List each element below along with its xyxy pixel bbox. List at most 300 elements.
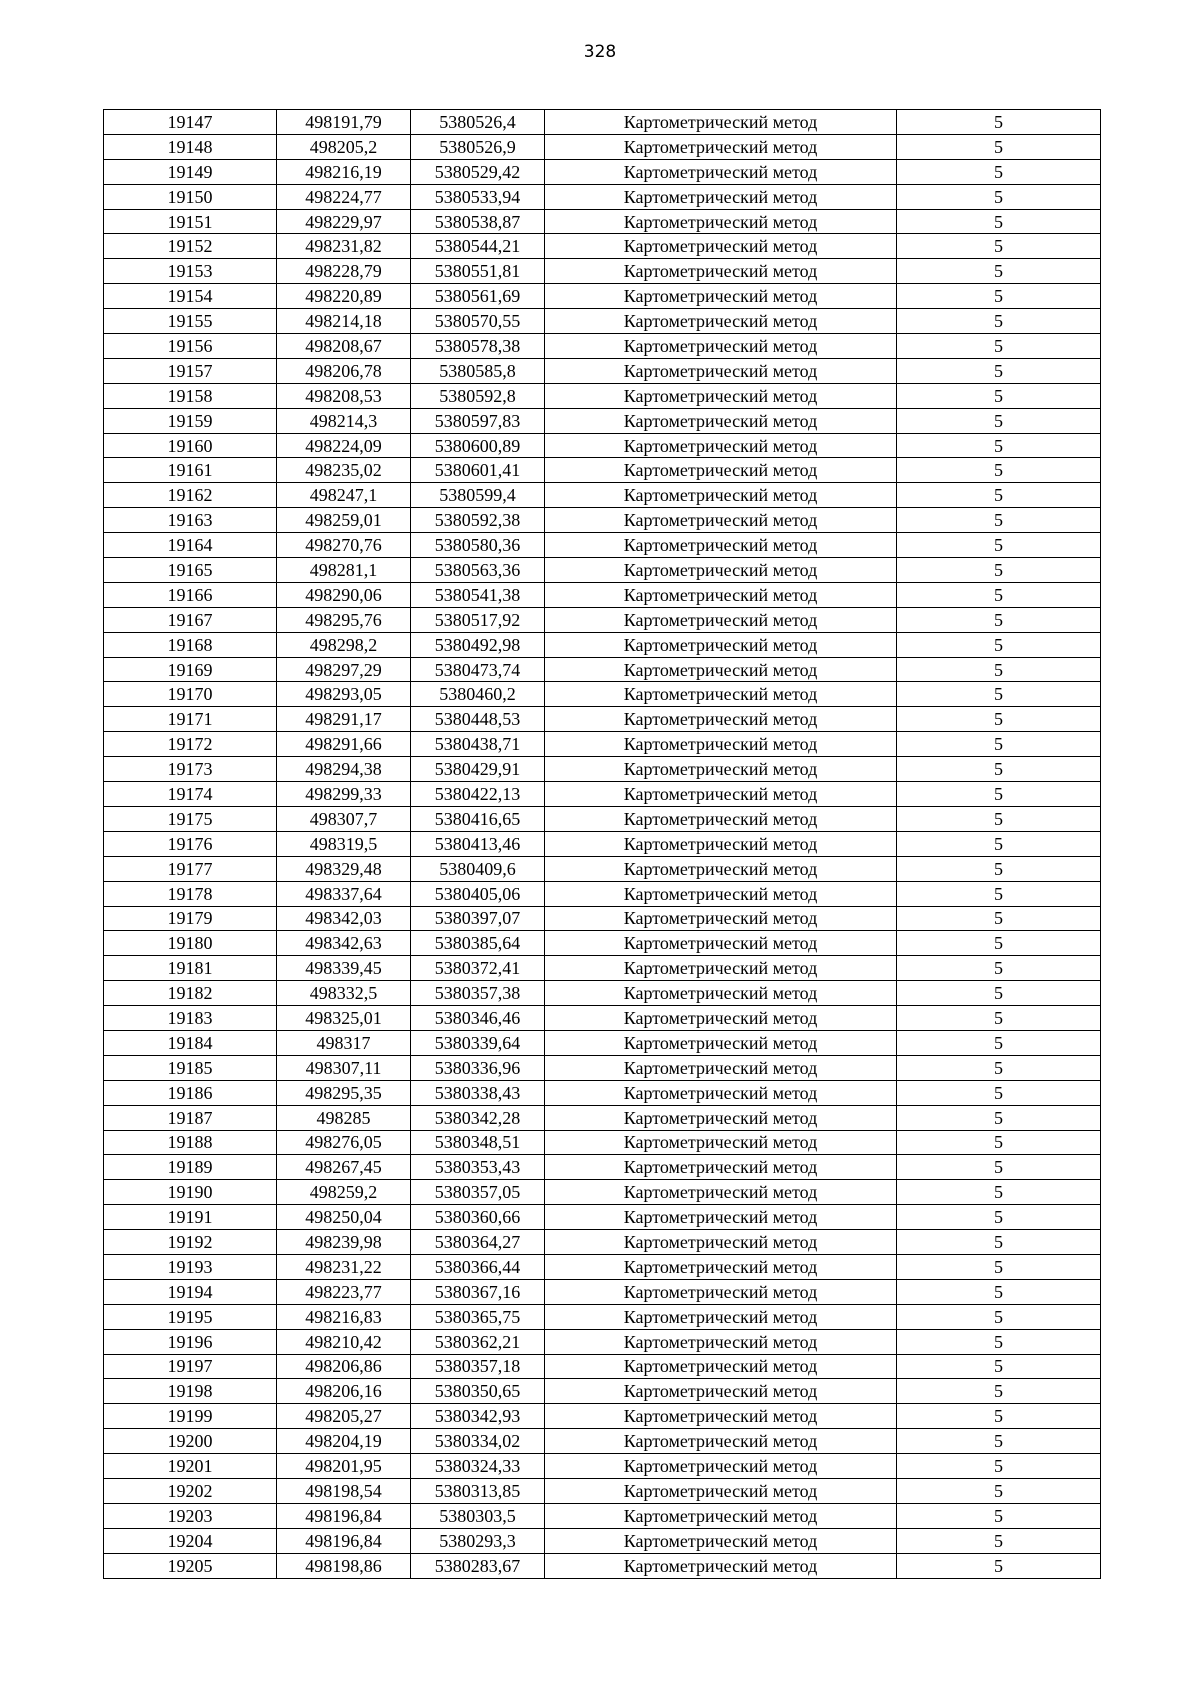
x-coordinate-cell: 498337,64 [277,881,411,906]
accuracy-cell: 5 [897,1105,1101,1130]
point-number-cell: 19171 [104,707,277,732]
y-coordinate-cell: 5380366,44 [411,1254,545,1279]
point-number-cell: 19199 [104,1404,277,1429]
method-cell: Картометрический метод [545,533,897,558]
point-number-cell: 19168 [104,632,277,657]
accuracy-cell: 5 [897,806,1101,831]
x-coordinate-cell: 498228,79 [277,259,411,284]
point-number-cell: 19197 [104,1354,277,1379]
y-coordinate-cell: 5380563,36 [411,558,545,583]
table-row [104,1553,1101,1578]
accuracy-cell: 5 [897,931,1101,956]
x-coordinate-cell: 498276,05 [277,1130,411,1155]
point-number-cell: 19163 [104,508,277,533]
table-row [104,209,1101,234]
y-coordinate-cell: 5380416,65 [411,806,545,831]
point-number-cell: 19198 [104,1379,277,1404]
point-number-cell: 19176 [104,831,277,856]
point-number-cell: 19158 [104,383,277,408]
table-row [104,558,1101,583]
x-coordinate-cell: 498205,2 [277,134,411,159]
method-cell: Картометрический метод [545,1404,897,1429]
y-coordinate-cell: 5380600,89 [411,433,545,458]
y-coordinate-cell: 5380338,43 [411,1080,545,1105]
accuracy-cell: 5 [897,284,1101,309]
table-row [104,906,1101,931]
y-coordinate-cell: 5380397,07 [411,906,545,931]
y-coordinate-cell: 5380283,67 [411,1553,545,1578]
x-coordinate-cell: 498259,01 [277,508,411,533]
accuracy-cell: 5 [897,234,1101,259]
table-row [104,1379,1101,1404]
x-coordinate-cell: 498224,77 [277,184,411,209]
x-coordinate-cell: 498214,3 [277,408,411,433]
x-coordinate-cell: 498198,86 [277,1553,411,1578]
page-number: 328 [583,42,617,62]
accuracy-cell: 5 [897,1254,1101,1279]
y-coordinate-cell: 5380336,96 [411,1055,545,1080]
table-row [104,1454,1101,1479]
x-coordinate-cell: 498229,97 [277,209,411,234]
table-row [104,383,1101,408]
y-coordinate-cell: 5380592,38 [411,508,545,533]
method-cell: Картометрический метод [545,881,897,906]
y-coordinate-cell: 5380357,05 [411,1180,545,1205]
accuracy-cell: 5 [897,408,1101,433]
point-number-cell: 19150 [104,184,277,209]
table-row [104,1130,1101,1155]
accuracy-cell: 5 [897,1130,1101,1155]
accuracy-cell: 5 [897,1080,1101,1105]
point-number-cell: 19183 [104,1006,277,1031]
x-coordinate-cell: 498291,17 [277,707,411,732]
accuracy-cell: 5 [897,657,1101,682]
x-coordinate-cell: 498196,84 [277,1528,411,1553]
table-row [104,1230,1101,1255]
x-coordinate-cell: 498196,84 [277,1503,411,1528]
table-row [104,159,1101,184]
accuracy-cell: 5 [897,1429,1101,1454]
method-cell: Картометрический метод [545,1130,897,1155]
table-row [104,806,1101,831]
y-coordinate-cell: 5380526,4 [411,110,545,135]
method-cell: Картометрический метод [545,1354,897,1379]
x-coordinate-cell: 498231,82 [277,234,411,259]
x-coordinate-cell: 498325,01 [277,1006,411,1031]
table-row [104,1304,1101,1329]
method-cell: Картометрический метод [545,981,897,1006]
accuracy-cell: 5 [897,1354,1101,1379]
x-coordinate-cell: 498281,1 [277,558,411,583]
accuracy-cell: 5 [897,134,1101,159]
table-row [104,284,1101,309]
point-number-cell: 19164 [104,533,277,558]
point-number-cell: 19172 [104,732,277,757]
method-cell: Картометрический метод [545,856,897,881]
accuracy-cell: 5 [897,1155,1101,1180]
method-cell: Картометрический метод [545,383,897,408]
y-coordinate-cell: 5380601,41 [411,458,545,483]
x-coordinate-cell: 498294,38 [277,757,411,782]
x-coordinate-cell: 498198,54 [277,1478,411,1503]
accuracy-cell: 5 [897,334,1101,359]
y-coordinate-cell: 5380313,85 [411,1478,545,1503]
point-number-cell: 19202 [104,1478,277,1503]
y-coordinate-cell: 5380429,91 [411,757,545,782]
method-cell: Картометрический метод [545,334,897,359]
y-coordinate-cell: 5380438,71 [411,732,545,757]
point-number-cell: 19170 [104,682,277,707]
method-cell: Картометрический метод [545,1528,897,1553]
method-cell: Картометрический метод [545,1304,897,1329]
method-cell: Картометрический метод [545,806,897,831]
y-coordinate-cell: 5380473,74 [411,657,545,682]
point-number-cell: 19152 [104,234,277,259]
point-number-cell: 19188 [104,1130,277,1155]
table-row [104,981,1101,1006]
x-coordinate-cell: 498210,42 [277,1329,411,1354]
table-row [104,483,1101,508]
method-cell: Картометрический метод [545,284,897,309]
accuracy-cell: 5 [897,881,1101,906]
method-cell: Картометрический метод [545,1030,897,1055]
accuracy-cell: 5 [897,209,1101,234]
table-row [104,1528,1101,1553]
table-row [104,134,1101,159]
y-coordinate-cell: 5380561,69 [411,284,545,309]
x-coordinate-cell: 498342,03 [277,906,411,931]
point-number-cell: 19173 [104,757,277,782]
x-coordinate-cell: 498206,16 [277,1379,411,1404]
point-number-cell: 19201 [104,1454,277,1479]
point-number-cell: 19160 [104,433,277,458]
accuracy-cell: 5 [897,1454,1101,1479]
method-cell: Картометрический метод [545,657,897,682]
accuracy-cell: 5 [897,1006,1101,1031]
table-row [104,657,1101,682]
table-row [104,1429,1101,1454]
x-coordinate-cell: 498259,2 [277,1180,411,1205]
point-number-cell: 19169 [104,657,277,682]
table-row [104,533,1101,558]
table-row [104,358,1101,383]
x-coordinate-cell: 498239,98 [277,1230,411,1255]
x-coordinate-cell: 498307,11 [277,1055,411,1080]
y-coordinate-cell: 5380324,33 [411,1454,545,1479]
accuracy-cell: 5 [897,632,1101,657]
table-row [104,1180,1101,1205]
table-row [104,582,1101,607]
table-row [104,782,1101,807]
y-coordinate-cell: 5380422,13 [411,782,545,807]
table-row [104,1279,1101,1304]
point-number-cell: 19186 [104,1080,277,1105]
y-coordinate-cell: 5380365,75 [411,1304,545,1329]
method-cell: Картометрический метод [545,1553,897,1578]
y-coordinate-cell: 5380357,18 [411,1354,545,1379]
x-coordinate-cell: 498270,76 [277,533,411,558]
y-coordinate-cell: 5380303,5 [411,1503,545,1528]
accuracy-cell: 5 [897,383,1101,408]
method-cell: Картометрический метод [545,1429,897,1454]
accuracy-cell: 5 [897,1055,1101,1080]
accuracy-cell: 5 [897,1404,1101,1429]
y-coordinate-cell: 5380367,16 [411,1279,545,1304]
method-cell: Картометрический метод [545,931,897,956]
y-coordinate-cell: 5380460,2 [411,682,545,707]
method-cell: Картометрический метод [545,782,897,807]
accuracy-cell: 5 [897,1279,1101,1304]
table-row [104,856,1101,881]
y-coordinate-cell: 5380492,98 [411,632,545,657]
method-cell: Картометрический метод [545,1329,897,1354]
x-coordinate-cell: 498223,77 [277,1279,411,1304]
x-coordinate-cell: 498220,89 [277,284,411,309]
x-coordinate-cell: 498291,66 [277,732,411,757]
accuracy-cell: 5 [897,1528,1101,1553]
table-row [104,707,1101,732]
point-number-cell: 19156 [104,334,277,359]
method-cell: Картометрический метод [545,1080,897,1105]
method-cell: Картометрический метод [545,483,897,508]
point-number-cell: 19200 [104,1429,277,1454]
point-number-cell: 19203 [104,1503,277,1528]
y-coordinate-cell: 5380570,55 [411,309,545,334]
y-coordinate-cell: 5380346,46 [411,1006,545,1031]
method-cell: Картометрический метод [545,632,897,657]
x-coordinate-cell: 498342,63 [277,931,411,956]
accuracy-cell: 5 [897,110,1101,135]
y-coordinate-cell: 5380342,93 [411,1404,545,1429]
point-number-cell: 19177 [104,856,277,881]
table-row [104,1055,1101,1080]
y-coordinate-cell: 5380405,06 [411,881,545,906]
table-row [104,1105,1101,1130]
table-row [104,682,1101,707]
point-number-cell: 19157 [104,358,277,383]
point-number-cell: 19181 [104,956,277,981]
accuracy-cell: 5 [897,184,1101,209]
y-coordinate-cell: 5380538,87 [411,209,545,234]
table-row [104,184,1101,209]
x-coordinate-cell: 498208,53 [277,383,411,408]
point-number-cell: 19185 [104,1055,277,1080]
y-coordinate-cell: 5380578,38 [411,334,545,359]
method-cell: Картометрический метод [545,1254,897,1279]
method-cell: Картометрический метод [545,259,897,284]
accuracy-cell: 5 [897,856,1101,881]
point-number-cell: 19161 [104,458,277,483]
point-number-cell: 19147 [104,110,277,135]
method-cell: Картометрический метод [545,408,897,433]
point-number-cell: 19182 [104,981,277,1006]
table-row [104,1205,1101,1230]
table-row [104,1080,1101,1105]
coordinates-table-body [104,110,1101,1579]
accuracy-cell: 5 [897,1180,1101,1205]
accuracy-cell: 5 [897,1205,1101,1230]
point-number-cell: 19193 [104,1254,277,1279]
x-coordinate-cell: 498205,27 [277,1404,411,1429]
x-coordinate-cell: 498297,29 [277,657,411,682]
point-number-cell: 19178 [104,881,277,906]
accuracy-cell: 5 [897,1503,1101,1528]
point-number-cell: 19153 [104,259,277,284]
method-cell: Картометрический метод [545,209,897,234]
x-coordinate-cell: 498319,5 [277,831,411,856]
y-coordinate-cell: 5380293,3 [411,1528,545,1553]
y-coordinate-cell: 5380529,42 [411,159,545,184]
method-cell: Картометрический метод [545,906,897,931]
accuracy-cell: 5 [897,1304,1101,1329]
method-cell: Картометрический метод [545,1503,897,1528]
method-cell: Картометрический метод [545,607,897,632]
x-coordinate-cell: 498206,86 [277,1354,411,1379]
table-row [104,881,1101,906]
table-row [104,259,1101,284]
accuracy-cell: 5 [897,259,1101,284]
table-row [104,508,1101,533]
table-row [104,1329,1101,1354]
table-row [104,110,1101,135]
point-number-cell: 19190 [104,1180,277,1205]
method-cell: Картометрический метод [545,1230,897,1255]
x-coordinate-cell: 498293,05 [277,682,411,707]
point-number-cell: 19196 [104,1329,277,1354]
accuracy-cell: 5 [897,707,1101,732]
table-row [104,632,1101,657]
method-cell: Картометрический метод [545,682,897,707]
y-coordinate-cell: 5380541,38 [411,582,545,607]
method-cell: Картометрический метод [545,732,897,757]
accuracy-cell: 5 [897,682,1101,707]
x-coordinate-cell: 498235,02 [277,458,411,483]
point-number-cell: 19165 [104,558,277,583]
accuracy-cell: 5 [897,309,1101,334]
method-cell: Картометрический метод [545,831,897,856]
accuracy-cell: 5 [897,732,1101,757]
x-coordinate-cell: 498299,33 [277,782,411,807]
y-coordinate-cell: 5380350,65 [411,1379,545,1404]
method-cell: Картометрический метод [545,707,897,732]
method-cell: Картометрический метод [545,956,897,981]
x-coordinate-cell: 498307,7 [277,806,411,831]
table-row [104,1478,1101,1503]
coordinates-table [103,109,1101,1579]
point-number-cell: 19195 [104,1304,277,1329]
table-row [104,1006,1101,1031]
point-number-cell: 19166 [104,582,277,607]
method-cell: Картометрический метод [545,1454,897,1479]
point-number-cell: 19192 [104,1230,277,1255]
accuracy-cell: 5 [897,1030,1101,1055]
x-coordinate-cell: 498204,19 [277,1429,411,1454]
point-number-cell: 19155 [104,309,277,334]
x-coordinate-cell: 498216,83 [277,1304,411,1329]
point-number-cell: 19204 [104,1528,277,1553]
accuracy-cell: 5 [897,508,1101,533]
point-number-cell: 19174 [104,782,277,807]
method-cell: Картометрический метод [545,458,897,483]
point-number-cell: 19162 [104,483,277,508]
x-coordinate-cell: 498339,45 [277,956,411,981]
x-coordinate-cell: 498295,35 [277,1080,411,1105]
x-coordinate-cell: 498267,45 [277,1155,411,1180]
y-coordinate-cell: 5380448,53 [411,707,545,732]
accuracy-cell: 5 [897,906,1101,931]
point-number-cell: 19159 [104,408,277,433]
x-coordinate-cell: 498191,79 [277,110,411,135]
accuracy-cell: 5 [897,981,1101,1006]
method-cell: Картометрический метод [545,582,897,607]
point-number-cell: 19205 [104,1553,277,1578]
y-coordinate-cell: 5380334,02 [411,1429,545,1454]
x-coordinate-cell: 498208,67 [277,334,411,359]
x-coordinate-cell: 498298,2 [277,632,411,657]
table-row [104,1155,1101,1180]
method-cell: Картометрический метод [545,110,897,135]
y-coordinate-cell: 5380364,27 [411,1230,545,1255]
y-coordinate-cell: 5380599,4 [411,483,545,508]
method-cell: Картометрический метод [545,134,897,159]
y-coordinate-cell: 5380413,46 [411,831,545,856]
point-number-cell: 19175 [104,806,277,831]
accuracy-cell: 5 [897,757,1101,782]
accuracy-cell: 5 [897,358,1101,383]
point-number-cell: 19149 [104,159,277,184]
point-number-cell: 19167 [104,607,277,632]
accuracy-cell: 5 [897,1379,1101,1404]
y-coordinate-cell: 5380409,6 [411,856,545,881]
table-row [104,234,1101,259]
method-cell: Картометрический метод [545,184,897,209]
x-coordinate-cell: 498295,76 [277,607,411,632]
method-cell: Картометрический метод [545,159,897,184]
x-coordinate-cell: 498216,19 [277,159,411,184]
method-cell: Картометрический метод [545,1105,897,1130]
y-coordinate-cell: 5380597,83 [411,408,545,433]
method-cell: Картометрический метод [545,1379,897,1404]
accuracy-cell: 5 [897,782,1101,807]
y-coordinate-cell: 5380342,28 [411,1105,545,1130]
table-row [104,433,1101,458]
point-number-cell: 19191 [104,1205,277,1230]
y-coordinate-cell: 5380580,36 [411,533,545,558]
accuracy-cell: 5 [897,607,1101,632]
accuracy-cell: 5 [897,1478,1101,1503]
x-coordinate-cell: 498290,06 [277,582,411,607]
point-number-cell: 19148 [104,134,277,159]
y-coordinate-cell: 5380348,51 [411,1130,545,1155]
table-row [104,956,1101,981]
method-cell: Картометрический метод [545,1205,897,1230]
method-cell: Картометрический метод [545,1478,897,1503]
accuracy-cell: 5 [897,1553,1101,1578]
accuracy-cell: 5 [897,159,1101,184]
point-number-cell: 19154 [104,284,277,309]
table-row [104,458,1101,483]
accuracy-cell: 5 [897,483,1101,508]
y-coordinate-cell: 5380533,94 [411,184,545,209]
table-row [104,1354,1101,1379]
method-cell: Картометрический метод [545,1155,897,1180]
accuracy-cell: 5 [897,1329,1101,1354]
method-cell: Картометрический метод [545,433,897,458]
accuracy-cell: 5 [897,433,1101,458]
y-coordinate-cell: 5380517,92 [411,607,545,632]
method-cell: Картометрический метод [545,508,897,533]
table-row [104,931,1101,956]
